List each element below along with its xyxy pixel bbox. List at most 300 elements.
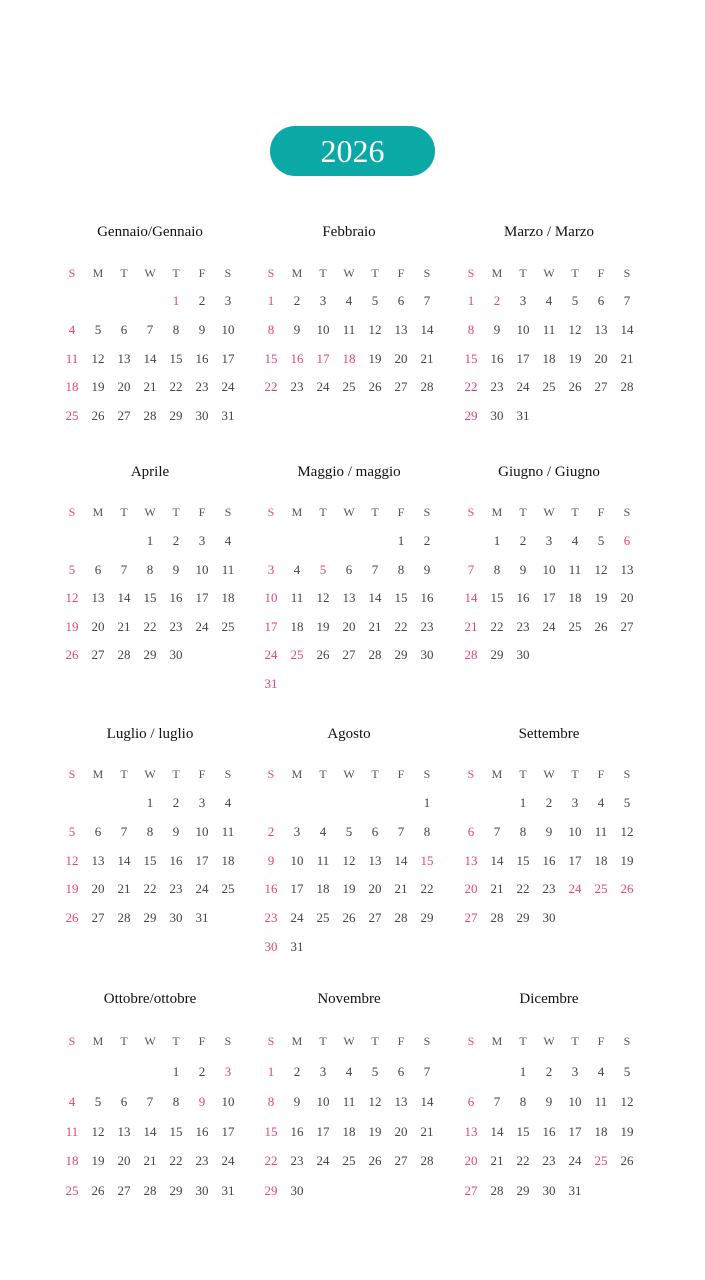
date: 10 [316,1093,330,1109]
weekday-label: T [120,1034,128,1048]
date: 7 [423,293,431,308]
date: 20 [368,881,382,897]
holiday-date: 18 [65,1153,79,1169]
date: 26 [316,647,330,663]
holiday-date: 27 [464,1183,478,1199]
date: 22 [516,881,530,897]
date: 14 [490,852,504,868]
date: 10 [221,1093,235,1109]
date: 25 [568,618,582,634]
empty-cell [85,533,111,562]
date: 6 [94,823,102,839]
days-grid [458,293,640,437]
date: 17 [568,852,582,868]
date: 18 [594,852,608,868]
holiday-date: 7 [467,561,475,577]
date: 20 [594,350,608,366]
weekday-label: M [491,767,503,781]
holiday-date: 8 [267,1093,275,1109]
date: 2 [519,533,527,548]
date: 3 [519,293,527,308]
date: 11 [594,1093,608,1109]
weekday-label: T [571,1034,579,1048]
date: 3 [571,795,579,810]
empty-cell [362,533,388,562]
date: 27 [620,618,634,634]
weekday-label: S [267,266,275,280]
weekday-header [258,266,440,281]
date: 12 [620,1093,634,1109]
date: 11 [316,852,330,868]
holiday-date: 22 [264,1153,278,1169]
date: 21 [117,618,131,634]
holiday-date: 1 [467,293,475,308]
date: 30 [516,647,530,663]
weekday-label: W [343,767,355,781]
date: 11 [342,321,356,337]
weekday-label: T [519,767,527,781]
date: 10 [221,321,235,337]
holiday-date: 12 [65,590,79,606]
date: 7 [493,823,501,839]
month-title: Ottobre/ottobre [103,991,197,1007]
date: 24 [221,1153,235,1169]
days-grid [458,533,640,676]
date: 27 [91,910,105,926]
weekday-label: W [343,266,355,280]
date: 23 [290,1153,304,1169]
date: 22 [143,881,157,897]
date: 24 [290,910,304,926]
holiday-date: 1 [172,293,180,308]
weekday-label: S [224,266,232,280]
date: 12 [316,590,330,606]
empty-cell [458,1064,484,1094]
date: 29 [143,647,157,663]
date: 22 [169,379,183,395]
date: 9 [293,1093,301,1109]
date: 6 [345,561,353,577]
date: 19 [620,852,634,868]
weekday-label: W [543,266,555,280]
date: 28 [368,647,382,663]
date: 23 [195,1153,209,1169]
date: 25 [542,379,556,395]
date: 1 [519,795,527,810]
weekday-label: S [68,1034,76,1048]
date: 22 [169,1153,183,1169]
date: 28 [143,408,157,424]
weekday-header [458,266,640,281]
weekday-label: S [467,767,475,781]
date: 27 [91,647,105,663]
date: 20 [117,379,131,395]
holiday-date: 19 [65,618,79,634]
empty-cell [85,795,111,824]
date: 20 [394,1123,408,1139]
holiday-date: 5 [68,823,76,839]
month-6 [458,464,658,663]
holiday-date: 6 [467,1093,475,1109]
date: 22 [394,618,408,634]
empty-cell [362,795,388,824]
date: 24 [516,379,530,395]
date: 14 [143,350,157,366]
date: 19 [568,350,582,366]
month-title: Luglio / luglio [106,726,194,742]
date: 17 [316,1123,330,1139]
date: 26 [620,1153,634,1169]
date: 21 [420,350,434,366]
date: 14 [420,1093,434,1109]
date: 7 [423,1064,431,1079]
date: 28 [490,910,504,926]
empty-cell [310,533,336,562]
date: 30 [195,408,209,424]
date: 4 [224,795,232,810]
days-grid [59,533,241,676]
weekday-label: S [68,767,76,781]
empty-cell [388,795,414,824]
days-grid [458,795,640,939]
date: 28 [143,1183,157,1199]
weekday-label: W [144,266,156,280]
empty-cell [484,795,510,824]
holiday-date: 18 [342,350,356,366]
date: 20 [91,618,105,634]
date: 15 [490,590,504,606]
date: 31 [568,1183,582,1199]
date: 4 [545,293,553,308]
date: 6 [597,293,605,308]
date: 11 [221,561,235,577]
date: 28 [620,379,634,395]
date: 7 [146,1093,154,1109]
weekday-label: F [198,505,206,519]
date: 7 [397,823,405,839]
date: 16 [290,1123,304,1139]
date: 17 [195,852,209,868]
date: 6 [397,1064,405,1079]
date: 22 [490,618,504,634]
date: 17 [221,1123,235,1139]
date: 13 [91,590,105,606]
date: 9 [519,561,527,577]
date: 3 [198,795,206,810]
date: 7 [120,561,128,577]
date: 18 [221,590,235,606]
weekday-label: S [623,505,631,519]
date: 2 [423,533,431,548]
weekday-label: W [144,505,156,519]
empty-cell [458,533,484,562]
holiday-date: 11 [65,350,79,366]
holiday-date: 22 [464,379,478,395]
date: 27 [342,647,356,663]
weekday-label: W [343,505,355,519]
date: 11 [290,590,304,606]
date: 13 [394,321,408,337]
date: 27 [368,910,382,926]
date: 17 [221,350,235,366]
date: 11 [568,561,582,577]
holiday-date: 3 [267,561,275,577]
weekday-label: M [92,1034,104,1048]
empty-cell [137,1064,163,1094]
date: 3 [571,1064,579,1079]
date: 28 [420,379,434,395]
weekday-label: F [198,1034,206,1048]
date: 25 [221,881,235,897]
date: 21 [143,1153,157,1169]
days-grid [458,1064,640,1213]
date: 7 [146,321,154,337]
empty-cell [111,533,137,562]
date: 16 [420,590,434,606]
empty-cell [85,293,111,322]
empty-cell [258,795,284,824]
date: 11 [221,823,235,839]
weekday-label: F [397,1034,405,1048]
date: 13 [117,1123,131,1139]
month-title: Giugno / Giugno [498,464,600,480]
holiday-date: 6 [623,533,631,548]
date: 25 [342,379,356,395]
weekday-label: T [519,505,527,519]
date: 4 [319,823,327,839]
holiday-date: 26 [65,910,79,926]
weekday-label: T [319,767,327,781]
date: 26 [568,379,582,395]
date: 6 [397,293,405,308]
date: 22 [420,881,434,897]
weekday-label: T [172,505,180,519]
weekday-label: W [543,505,555,519]
empty-cell [59,533,85,562]
weekday-label: F [397,505,405,519]
date: 13 [91,852,105,868]
date: 10 [290,852,304,868]
holiday-date: 18 [65,379,79,395]
date: 14 [117,852,131,868]
date: 23 [290,379,304,395]
weekday-label: T [319,1034,327,1048]
date: 7 [371,561,379,577]
month-title: Novembre [317,991,381,1007]
date: 9 [172,561,180,577]
date: 15 [516,852,530,868]
date: 8 [146,823,154,839]
date: 16 [195,350,209,366]
holiday-date: 25 [290,647,304,663]
month-title: Dicembre [519,991,579,1007]
holiday-date: 23 [264,910,278,926]
date: 16 [542,852,556,868]
weekday-label: S [267,1034,275,1048]
holiday-date: 17 [316,350,330,366]
date: 23 [195,379,209,395]
weekday-label: F [597,266,605,280]
date: 5 [345,823,353,839]
days-grid [59,293,241,437]
date: 8 [423,823,431,839]
date: 13 [594,321,608,337]
date: 1 [519,1064,527,1079]
holiday-date: 9 [198,1093,206,1109]
date: 27 [394,1153,408,1169]
date: 4 [345,1064,353,1079]
holiday-date: 15 [264,350,278,366]
date: 18 [316,881,330,897]
weekday-header [458,767,640,782]
date: 2 [172,795,180,810]
date: 17 [290,881,304,897]
date: 30 [542,910,556,926]
days-grid [258,533,440,705]
days-grid [59,1064,241,1213]
date: 25 [316,910,330,926]
weekday-label: S [423,266,431,280]
date: 12 [620,823,634,839]
weekday-label: S [267,767,275,781]
date: 9 [198,321,206,337]
holiday-date: 5 [68,561,76,577]
date: 21 [490,881,504,897]
date: 24 [195,618,209,634]
date: 27 [594,379,608,395]
weekday-label: S [423,1034,431,1048]
empty-cell [336,533,362,562]
weekday-label: M [491,266,503,280]
date: 30 [169,910,183,926]
holiday-date: 5 [319,561,327,577]
weekday-label: W [543,1034,555,1048]
date: 12 [568,321,582,337]
date: 24 [542,618,556,634]
date: 11 [594,823,608,839]
date: 19 [620,1123,634,1139]
date: 8 [172,321,180,337]
holiday-date: 25 [65,1183,79,1199]
holiday-date: 15 [464,350,478,366]
date: 15 [169,350,183,366]
empty-cell [111,1064,137,1094]
holiday-date: 26 [65,647,79,663]
month-title: Febbraio [322,224,376,240]
date: 16 [542,1123,556,1139]
date: 15 [143,852,157,868]
empty-cell [85,1064,111,1094]
holiday-date: 2 [493,293,501,308]
date: 19 [368,1123,382,1139]
date: 31 [221,1183,235,1199]
weekday-label: S [224,1034,232,1048]
date: 23 [542,1153,556,1169]
holiday-date: 10 [264,590,278,606]
month-8 [258,726,458,954]
empty-cell [484,1064,510,1094]
days-grid [258,293,440,408]
date: 1 [146,795,154,810]
date: 26 [368,379,382,395]
month-title: Aprile [130,464,170,480]
date: 20 [117,1153,131,1169]
date: 21 [620,350,634,366]
weekday-label: W [144,767,156,781]
date: 18 [290,618,304,634]
date: 15 [143,590,157,606]
weekday-label: F [397,767,405,781]
days-grid [59,795,241,939]
holiday-date: 16 [264,881,278,897]
date: 3 [319,293,327,308]
date: 30 [290,1183,304,1199]
date: 14 [117,590,131,606]
date: 26 [91,1183,105,1199]
year-badge: 2026 [270,126,435,176]
date: 19 [594,590,608,606]
date: 5 [371,1064,379,1079]
date: 5 [94,321,102,337]
weekday-header [258,1034,440,1049]
date: 3 [545,533,553,548]
date: 24 [316,1153,330,1169]
weekday-label: T [120,266,128,280]
date: 21 [368,618,382,634]
empty-cell [258,533,284,562]
weekday-label: F [597,505,605,519]
date: 3 [198,533,206,548]
weekday-label: T [571,767,579,781]
date: 18 [221,852,235,868]
date: 2 [545,795,553,810]
holiday-date: 15 [264,1123,278,1139]
weekday-label: S [423,767,431,781]
weekday-label: S [423,505,431,519]
date: 5 [597,533,605,548]
weekday-label: F [597,1034,605,1048]
date: 18 [568,590,582,606]
weekday-label: S [68,266,76,280]
date: 29 [169,408,183,424]
date: 13 [342,590,356,606]
weekday-header [458,505,640,520]
holiday-date: 25 [65,408,79,424]
date: 12 [594,561,608,577]
date: 12 [91,1123,105,1139]
month-title: Agosto [327,726,371,742]
month-4 [59,464,259,663]
holiday-date: 20 [464,881,478,897]
date: 29 [516,1183,530,1199]
weekday-label: F [397,266,405,280]
weekday-header [59,767,241,782]
date: 12 [368,1093,382,1109]
date: 26 [342,910,356,926]
date: 19 [342,881,356,897]
date: 23 [169,881,183,897]
date: 30 [169,647,183,663]
date: 9 [423,561,431,577]
date: 23 [169,618,183,634]
date: 30 [420,647,434,663]
weekday-label: T [319,266,327,280]
date: 31 [516,408,530,424]
holiday-date: 27 [464,910,478,926]
date: 29 [169,1183,183,1199]
date: 15 [394,590,408,606]
date: 23 [420,618,434,634]
